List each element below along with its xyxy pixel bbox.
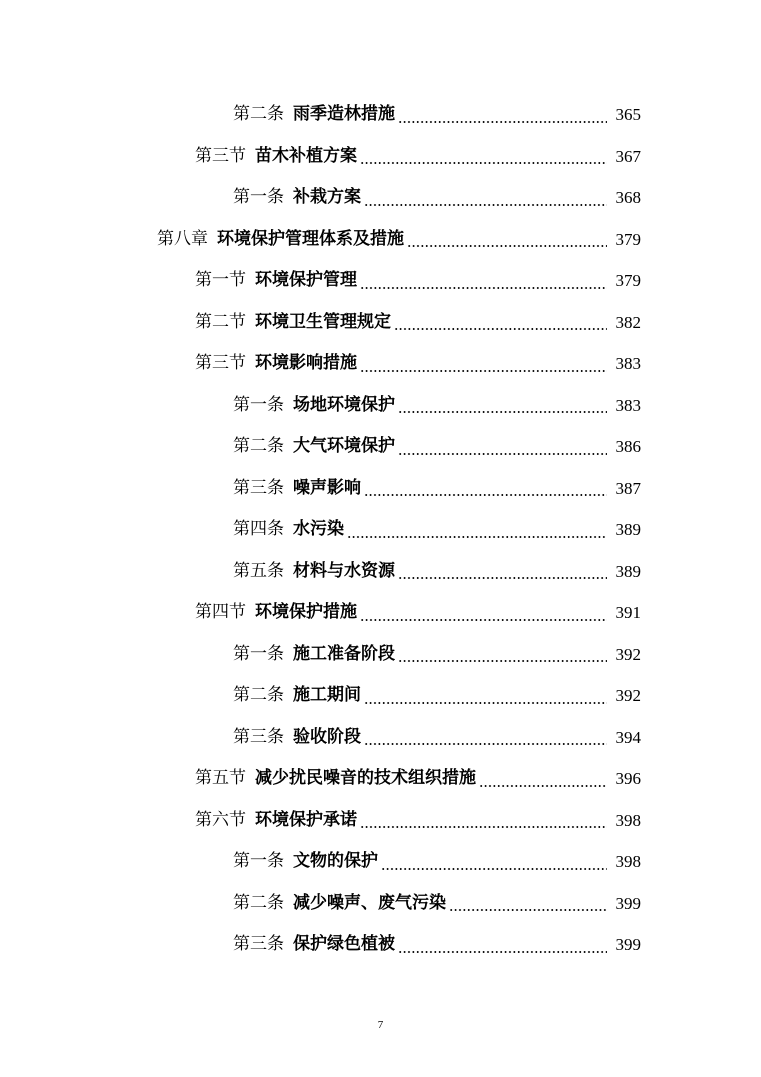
- toc-entry-title: 验收阶段: [293, 726, 361, 747]
- toc-dot-leader: [364, 204, 607, 206]
- toc-dot-leader: [364, 743, 607, 745]
- toc-dot-leader: [364, 494, 607, 496]
- toc-entry[interactable]: [0, 385, 761, 427]
- toc-entry-page: 387: [615, 478, 641, 498]
- toc-entry-number: 第三节: [195, 353, 246, 374]
- toc-entry-page: 399: [615, 935, 641, 955]
- toc-entry-number: 第二条: [233, 892, 284, 913]
- toc-entry-page: 379: [615, 271, 641, 291]
- toc-dot-leader: [398, 951, 607, 953]
- toc-dot-leader: [479, 785, 607, 787]
- toc-entry-number: 第一节: [195, 270, 246, 291]
- toc-dot-leader: [360, 619, 607, 621]
- toc-entry-title: 水污染: [293, 519, 344, 540]
- toc-entry-number: 第五节: [195, 768, 246, 789]
- toc-entry-number: 第一条: [233, 394, 284, 415]
- toc-entry-page: 394: [615, 727, 641, 747]
- toc-entry-page: 389: [615, 520, 641, 540]
- toc-entry-number: 第三条: [233, 726, 284, 747]
- toc-dot-leader: [360, 287, 607, 289]
- toc-entry-number: 第二条: [233, 436, 284, 457]
- toc-entry-page: 396: [615, 769, 641, 789]
- toc-entry-title: 大气环境保护: [293, 436, 395, 457]
- toc-dot-leader: [360, 826, 607, 828]
- toc-entry[interactable]: [0, 136, 761, 178]
- toc-entry[interactable]: [0, 717, 761, 759]
- toc-dot-leader: [398, 121, 607, 123]
- toc-entry-title: 环境保护承诺: [255, 809, 357, 830]
- toc-entry-page: 399: [615, 893, 641, 913]
- toc-entry-title: 噪声影响: [293, 477, 361, 498]
- toc-entry[interactable]: [0, 675, 761, 717]
- toc-entry-page: 389: [615, 561, 641, 581]
- toc-dot-leader: [360, 162, 607, 164]
- toc-entry-title: 场地环境保护: [293, 394, 395, 415]
- toc-entry[interactable]: [0, 468, 761, 510]
- toc-entry[interactable]: [0, 302, 761, 344]
- toc-entry[interactable]: [0, 924, 761, 966]
- toc-entry[interactable]: [0, 551, 761, 593]
- toc-entry[interactable]: [0, 883, 761, 925]
- toc-dot-leader: [398, 411, 607, 413]
- toc-entry-page: 398: [615, 810, 641, 830]
- toc-entry-number: 第四条: [233, 519, 284, 540]
- toc-entry-page: 367: [615, 146, 641, 166]
- toc-dot-leader: [347, 536, 607, 538]
- toc-entry-title: 环境影响措施: [255, 353, 357, 374]
- toc-entry-page: 383: [615, 395, 641, 415]
- toc-entry-title: 环境卫生管理规定: [255, 311, 391, 332]
- toc-entry[interactable]: [0, 841, 761, 883]
- toc-entry-title: 保护绿色植被: [293, 934, 395, 955]
- toc-entry-title: 补栽方案: [293, 187, 361, 208]
- page-number: 7: [377, 1019, 384, 1031]
- toc-entry-number: 第二条: [233, 104, 284, 125]
- toc-dot-leader: [381, 868, 607, 870]
- toc-entry-title: 雨季造林措施: [293, 104, 395, 125]
- toc-entry[interactable]: [0, 592, 761, 634]
- toc-entry[interactable]: [0, 260, 761, 302]
- toc-entry[interactable]: [0, 426, 761, 468]
- toc-entry-page: 379: [615, 229, 641, 249]
- toc-entry-page: 386: [615, 437, 641, 457]
- toc-entry[interactable]: [0, 758, 761, 800]
- toc-dot-leader: [394, 328, 607, 330]
- toc-entry-title: 减少扰民噪音的技术组织措施: [255, 768, 476, 789]
- toc-entry-number: 第六节: [195, 809, 246, 830]
- toc-entry-page: 392: [615, 686, 641, 706]
- toc-entry[interactable]: [0, 800, 761, 842]
- toc-dot-leader: [364, 702, 607, 704]
- toc-entry-page: 382: [615, 312, 641, 332]
- toc-entry-number: 第一条: [233, 187, 284, 208]
- toc-entry-number: 第五条: [233, 560, 284, 581]
- toc-entry[interactable]: [0, 509, 761, 551]
- toc-entry-number: 第三条: [233, 477, 284, 498]
- toc-entry-title: 施工准备阶段: [293, 643, 395, 664]
- toc-dot-leader: [407, 245, 607, 247]
- toc-entry-number: 第八章: [157, 228, 208, 249]
- toc-entry-number: 第二节: [195, 311, 246, 332]
- toc-entry[interactable]: [0, 219, 761, 261]
- toc-entry-page: 368: [615, 188, 641, 208]
- toc-dot-leader: [398, 453, 607, 455]
- toc-entry-number: 第二条: [233, 685, 284, 706]
- toc-entry-number: 第三条: [233, 934, 284, 955]
- toc-entry-page: 383: [615, 354, 641, 374]
- toc-dot-leader: [449, 909, 607, 911]
- toc-entry[interactable]: [0, 343, 761, 385]
- toc-entry-page: 392: [615, 644, 641, 664]
- toc-entry-number: 第四节: [195, 602, 246, 623]
- toc-entry-number: 第一条: [233, 643, 284, 664]
- toc-entry-title: 环境保护措施: [255, 602, 357, 623]
- toc-entry[interactable]: [0, 634, 761, 676]
- toc-entry-page: 365: [615, 105, 641, 125]
- toc-entry-title: 环境保护管理: [255, 270, 357, 291]
- toc-entry-number: 第一条: [233, 851, 284, 872]
- toc-dot-leader: [360, 370, 607, 372]
- table-of-contents: [0, 94, 761, 966]
- toc-entry-title: 环境保护管理体系及措施: [217, 228, 404, 249]
- toc-dot-leader: [398, 577, 607, 579]
- toc-entry[interactable]: [0, 177, 761, 219]
- toc-entry-title: 施工期间: [293, 685, 361, 706]
- toc-entry-page: 391: [615, 603, 641, 623]
- toc-entry-title: 材料与水资源: [293, 560, 395, 581]
- toc-entry[interactable]: [0, 94, 761, 136]
- toc-dot-leader: [398, 660, 607, 662]
- toc-entry-number: 第三节: [195, 145, 246, 166]
- toc-entry-title: 苗木补植方案: [255, 145, 357, 166]
- toc-entry-title: 减少噪声、废气污染: [293, 892, 446, 913]
- toc-entry-page: 398: [615, 852, 641, 872]
- toc-entry-title: 文物的保护: [293, 851, 378, 872]
